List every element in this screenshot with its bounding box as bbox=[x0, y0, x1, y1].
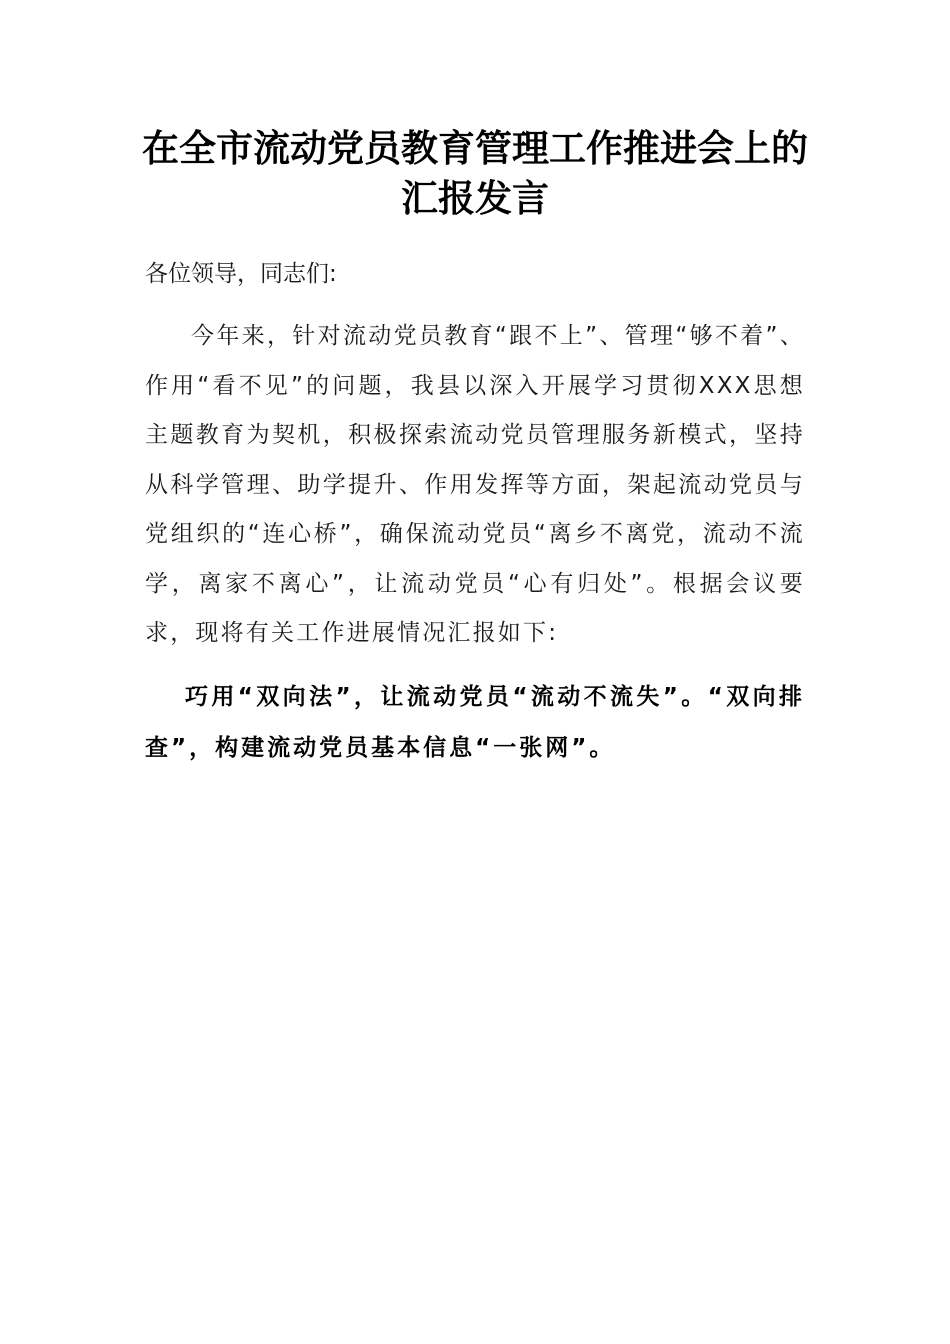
intro-paragraph: 今年来，针对流动党员教育“跟不上”、管理“够不着”、作用“看不见”的问题，我县以深入开展学习贯彻XXX思想主题教育为契机，积极探索流动党员管理服务新模式，坚持从科学管理、助学提升、作用发挥等方面，架起流动党员与党组织的“连心桥”，确保流动党员“离乡不离党，流动不流学，离家不离心”，让流动党员“心有归处”。根据会议要求，现将有关工作进展情况汇报如下: bbox=[145, 323, 805, 646]
section-heading-paragraph: 巧用“双向法”，让流动党员“流动不流失”。“双向排查”，构建流动党员基本信息“一张网”。 bbox=[145, 684, 805, 761]
document-title-line-2: 汇报发言 bbox=[401, 176, 549, 220]
salutation: 各位领导，同志们: bbox=[145, 261, 337, 287]
document-title-line-1: 在全市流动党员教育管理工作推进会上的 bbox=[142, 126, 808, 170]
